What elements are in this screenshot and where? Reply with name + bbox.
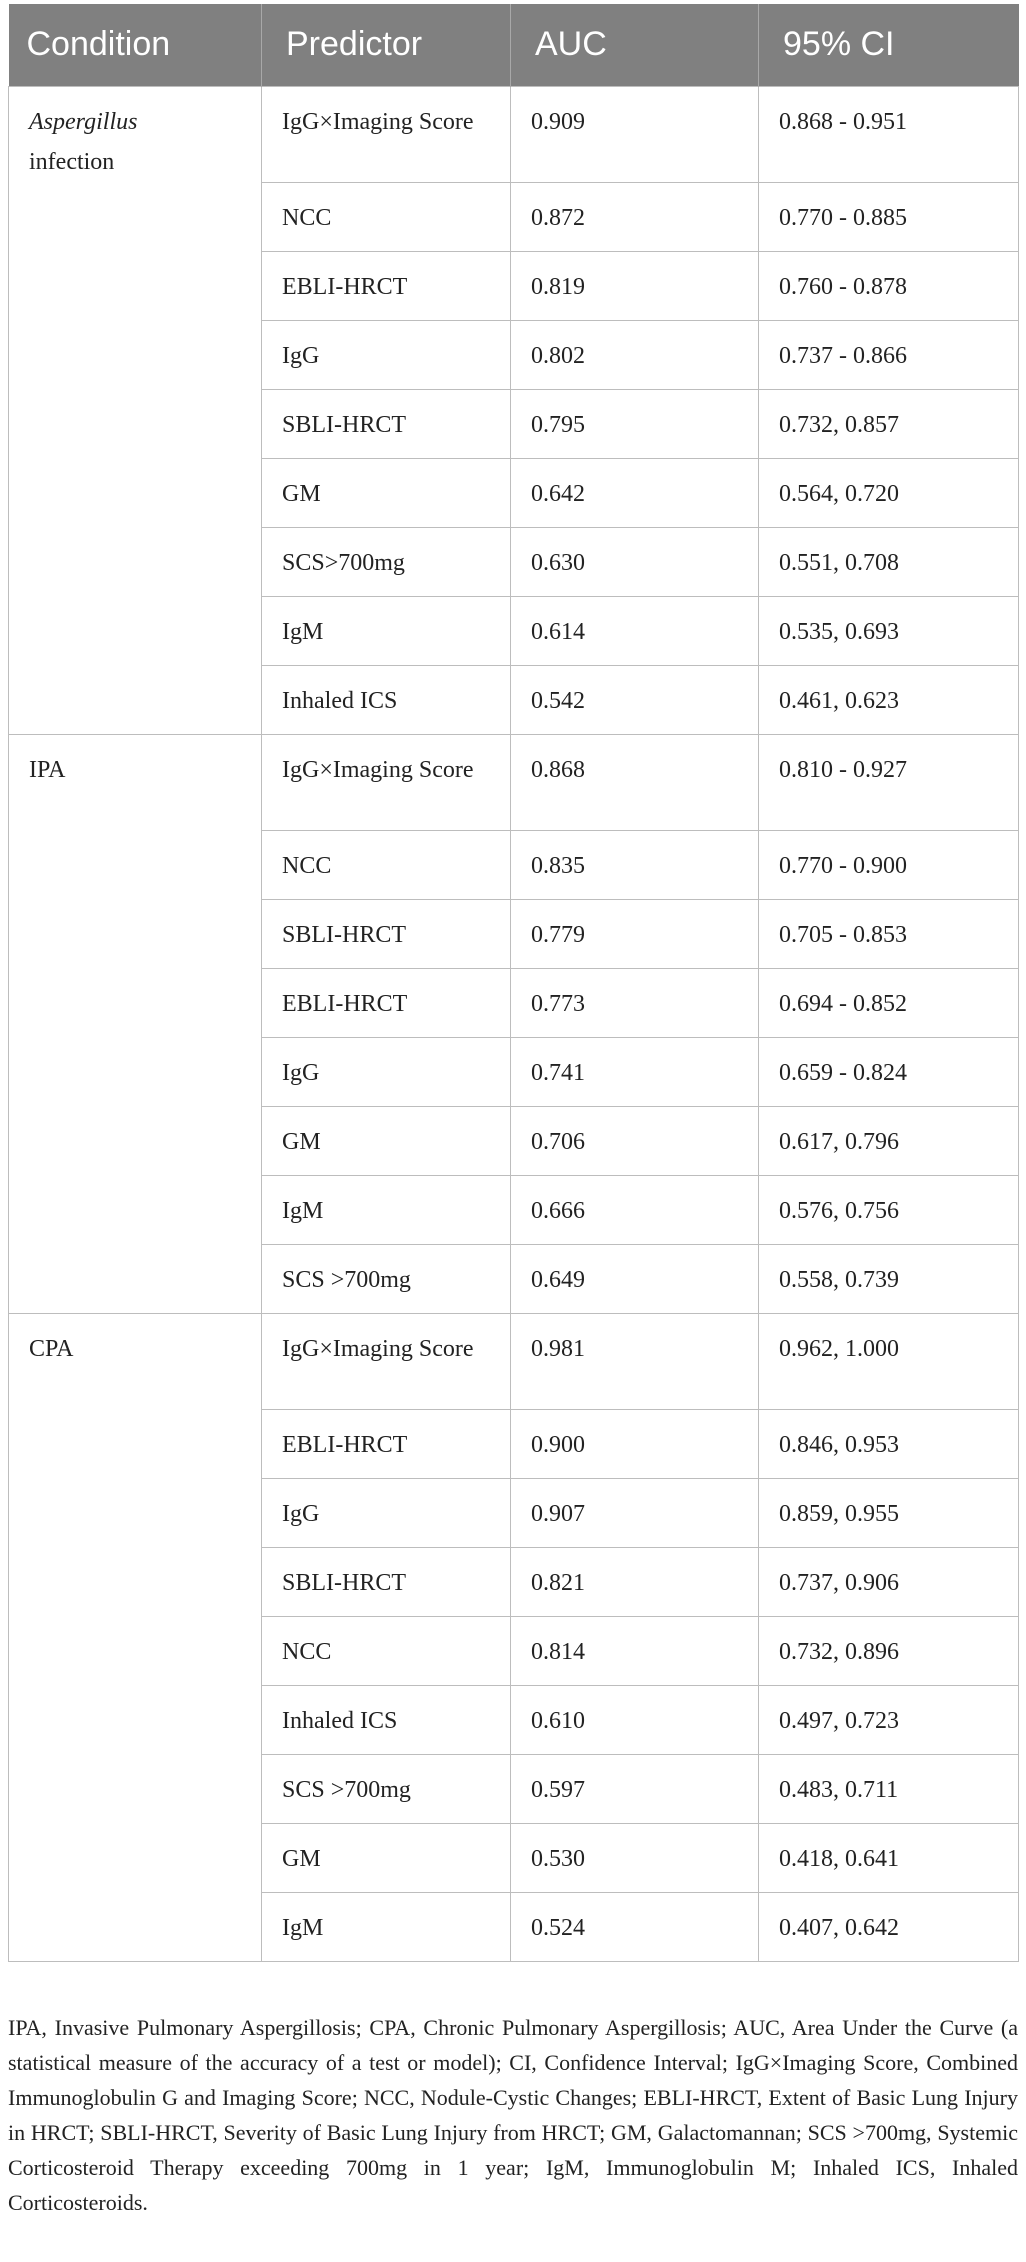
header-predictor: Predictor	[262, 4, 511, 86]
predictor-cell: EBLI-HRCT	[262, 251, 511, 320]
condition-text: IPA	[29, 756, 66, 783]
predictor-cell: NCC	[262, 182, 511, 251]
ci-cell: 0.461, 0.623	[759, 665, 1019, 734]
ci-cell: 0.551, 0.708	[759, 527, 1019, 596]
predictor-cell: SCS>700mg	[262, 527, 511, 596]
predictor-cell: SCS >700mg	[262, 1244, 511, 1313]
auc-cell: 0.741	[511, 1037, 759, 1106]
ci-cell: 0.859, 0.955	[759, 1478, 1019, 1547]
auc-cell: 0.610	[511, 1685, 759, 1754]
header-row	[9, 4, 1019, 86]
auc-table	[8, 4, 1019, 1962]
auc-cell: 0.868	[511, 734, 759, 830]
auc-cell: 0.666	[511, 1175, 759, 1244]
auc-cell: 0.814	[511, 1616, 759, 1685]
predictor-cell: EBLI-HRCT	[262, 1409, 511, 1478]
predictor-cell: NCC	[262, 1616, 511, 1685]
auc-cell: 0.779	[511, 899, 759, 968]
predictor-cell: SBLI-HRCT	[262, 389, 511, 458]
predictor-cell: GM	[262, 458, 511, 527]
ci-cell: 0.483, 0.711	[759, 1754, 1019, 1823]
predictor-cell: IgG	[262, 320, 511, 389]
auc-cell: 0.614	[511, 596, 759, 665]
condition-text: CPA	[29, 1335, 74, 1362]
ci-cell: 0.737, 0.906	[759, 1547, 1019, 1616]
predictor-cell: SCS >700mg	[262, 1754, 511, 1823]
condition-cell	[9, 86, 262, 734]
table-row	[9, 1313, 1019, 1409]
auc-cell: 0.900	[511, 1409, 759, 1478]
header-condition: Condition	[9, 4, 262, 86]
predictor-cell: GM	[262, 1823, 511, 1892]
header-ci: 95% CI	[759, 4, 1019, 86]
ci-cell: 0.617, 0.796	[759, 1106, 1019, 1175]
ci-cell: 0.705 - 0.853	[759, 899, 1019, 968]
table-row	[9, 86, 1019, 182]
ci-cell: 0.659 - 0.824	[759, 1037, 1019, 1106]
predictor-cell: Inhaled ICS	[262, 665, 511, 734]
predictor-cell: SBLI-HRCT	[262, 1547, 511, 1616]
predictor-cell: EBLI-HRCT	[262, 968, 511, 1037]
condition-text: infection	[29, 148, 115, 175]
predictor-cell: IgM	[262, 1175, 511, 1244]
auc-cell: 0.597	[511, 1754, 759, 1823]
ci-cell: 0.535, 0.693	[759, 596, 1019, 665]
auc-cell: 0.773	[511, 968, 759, 1037]
header-auc: AUC	[511, 4, 759, 86]
condition-italic-text: Aspergillus	[29, 108, 138, 135]
auc-cell: 0.909	[511, 86, 759, 182]
predictor-cell: IgG×Imaging Score	[262, 86, 511, 182]
condition-cell	[9, 734, 262, 1313]
auc-cell: 0.981	[511, 1313, 759, 1409]
predictor-cell: GM	[262, 1106, 511, 1175]
auc-cell: 0.872	[511, 182, 759, 251]
table-footnote: IPA, Invasive Pulmonary Aspergillosis; CPA, Chronic Pulmonary Aspergillosis; AUC, Area Under the Curve (a statistical measure of the accuracy of a test or model); CI, Confidence Interval; IgG×Imaging Score, Combined Immunoglobulin G and Imaging Score; NCC, Nodule-Cystic Changes; EBLI-HRCT, Extent of Basic Lung Injury in HRCT; SBLI-HRCT, Severity of Basic Lung Injury from HRCT; GM, Galactomannan; SCS >700mg, Systemic Corticosteroid Therapy exceeding 700mg in 1 year; IgM, Immunoglobulin M; Inhaled ICS, Inhaled Corticosteroids.	[8, 2015, 1018, 2215]
predictor-cell: NCC	[262, 830, 511, 899]
auc-cell: 0.524	[511, 1892, 759, 1961]
auc-cell: 0.821	[511, 1547, 759, 1616]
ci-cell: 0.564, 0.720	[759, 458, 1019, 527]
ci-cell: 0.868 - 0.951	[759, 86, 1019, 182]
predictor-cell: IgG×Imaging Score	[262, 734, 511, 830]
ci-cell: 0.497, 0.723	[759, 1685, 1019, 1754]
ci-cell: 0.732, 0.896	[759, 1616, 1019, 1685]
table-body	[9, 86, 1019, 1961]
predictor-cell: IgG	[262, 1037, 511, 1106]
condition-cell	[9, 1313, 262, 1961]
auc-cell: 0.706	[511, 1106, 759, 1175]
auc-cell: 0.642	[511, 458, 759, 527]
auc-cell: 0.819	[511, 251, 759, 320]
ci-cell: 0.770 - 0.900	[759, 830, 1019, 899]
auc-cell: 0.835	[511, 830, 759, 899]
predictor-cell: IgM	[262, 596, 511, 665]
auc-cell: 0.795	[511, 389, 759, 458]
ci-cell: 0.407, 0.642	[759, 1892, 1019, 1961]
ci-cell: 0.576, 0.756	[759, 1175, 1019, 1244]
auc-cell: 0.530	[511, 1823, 759, 1892]
table-row	[9, 734, 1019, 830]
table-container	[8, 4, 1018, 1962]
ci-cell: 0.737 - 0.866	[759, 320, 1019, 389]
auc-cell: 0.802	[511, 320, 759, 389]
auc-cell: 0.907	[511, 1478, 759, 1547]
ci-cell: 0.846, 0.953	[759, 1409, 1019, 1478]
ci-cell: 0.770 - 0.885	[759, 182, 1019, 251]
ci-cell: 0.760 - 0.878	[759, 251, 1019, 320]
predictor-cell: IgG×Imaging Score	[262, 1313, 511, 1409]
predictor-cell: IgM	[262, 1892, 511, 1961]
ci-cell: 0.810 - 0.927	[759, 734, 1019, 830]
predictor-cell: IgG	[262, 1478, 511, 1547]
auc-cell: 0.649	[511, 1244, 759, 1313]
ci-cell: 0.694 - 0.852	[759, 968, 1019, 1037]
predictor-cell: Inhaled ICS	[262, 1685, 511, 1754]
ci-cell: 0.558, 0.739	[759, 1244, 1019, 1313]
ci-cell: 0.962, 1.000	[759, 1313, 1019, 1409]
auc-cell: 0.542	[511, 665, 759, 734]
auc-cell: 0.630	[511, 527, 759, 596]
ci-cell: 0.418, 0.641	[759, 1823, 1019, 1892]
ci-cell: 0.732, 0.857	[759, 389, 1019, 458]
predictor-cell: SBLI-HRCT	[262, 899, 511, 968]
